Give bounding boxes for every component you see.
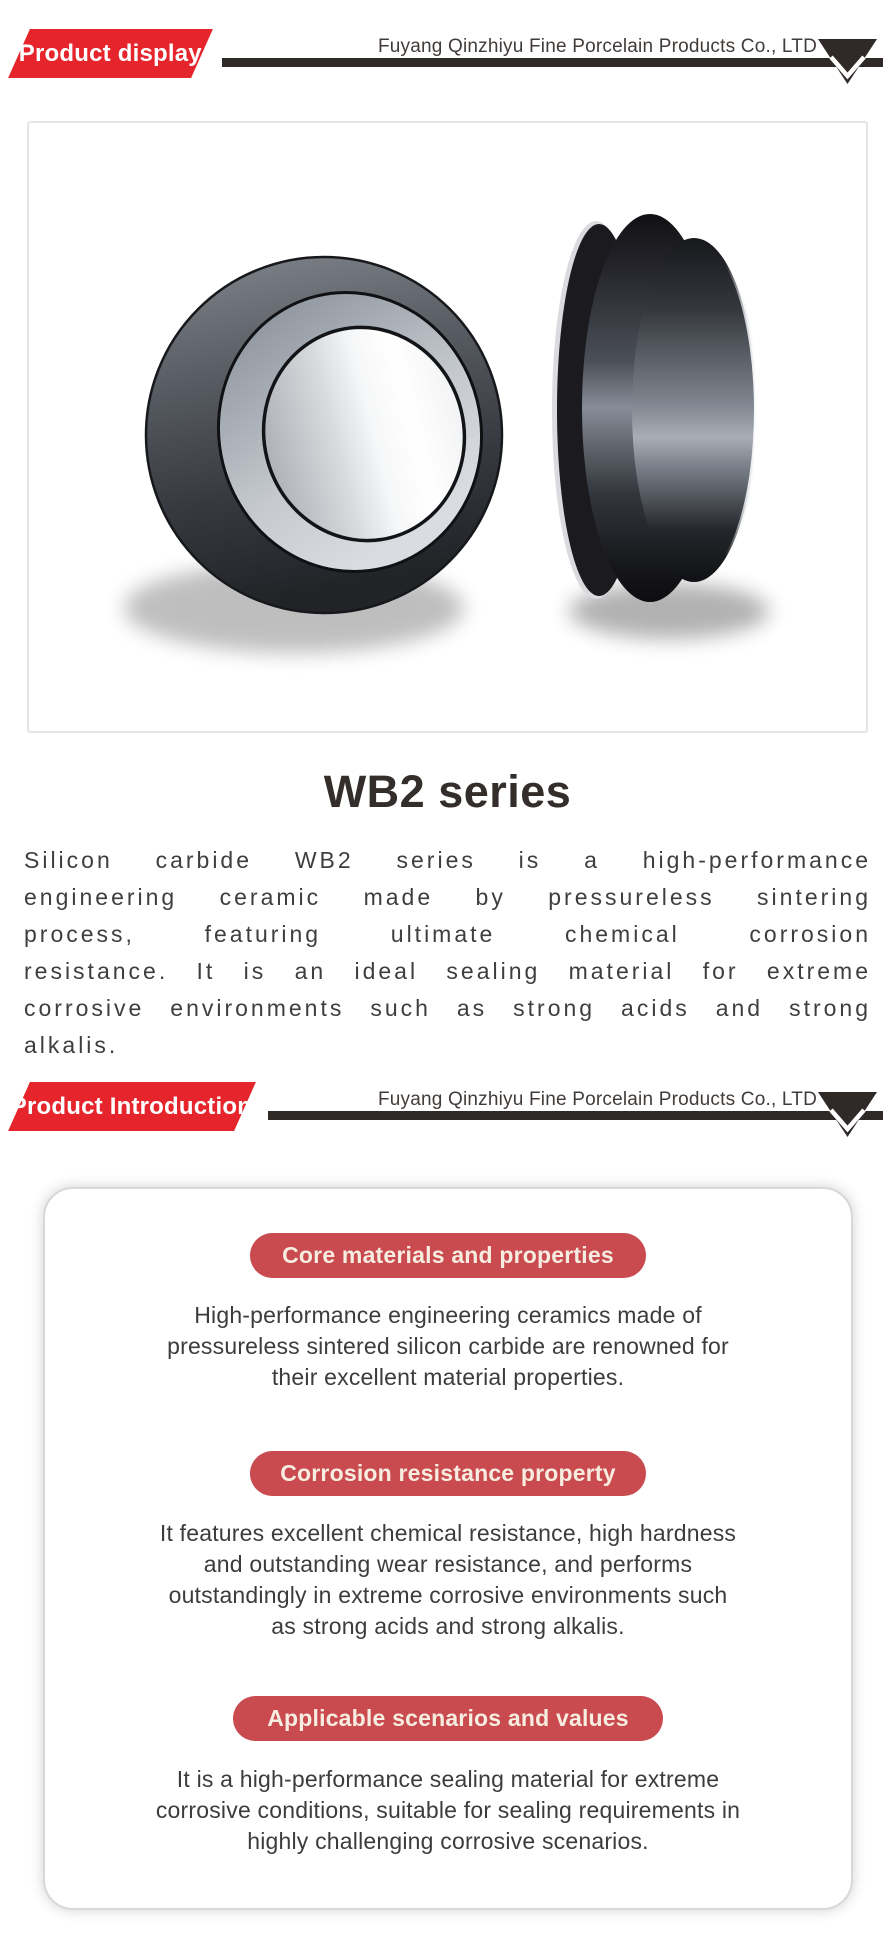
paragraph-line: It is a high-performance sealing material for extreme [176,1766,720,1792]
page-title: WB2 series [323,766,572,817]
description-line: engineering ceramic made by pressureless sintering [24,884,871,910]
section-heading-corrosion-resistance [250,1451,646,1496]
product-description [24,842,871,1064]
ribbon-arrow-icon [818,39,877,85]
product-introduction-card [43,1187,853,1910]
divider-bar [222,58,883,67]
paragraph-line: High-performance engineering ceramics made of [194,1302,702,1328]
divider-bar [268,1111,883,1120]
product-introduction-ribbon [8,1082,256,1131]
right-seal-ring [552,214,756,602]
company-name: Fuyang Qinzhiyu Fine Porcelain Products Co., LTD [377,1089,817,1110]
product-introduction-header [0,1053,895,1153]
product-display-header [0,0,895,100]
description-line: resistance. It is an ideal sealing material for extreme [24,958,871,984]
section-paragraph-core-materials [78,1300,818,1393]
ribbon-label: Product Introduction [11,1092,253,1120]
ribbon-label: Product display [18,39,203,67]
company-name: Fuyang Qinzhiyu Fine Porcelain Products Co., LTD [377,36,817,57]
paragraph-line: highly challenging corrosive scenarios. [247,1828,649,1854]
seal-rings-image [29,123,866,731]
paragraph-line: their excellent material properties. [271,1364,625,1390]
paragraph-line: outstandingly in extreme corrosive environments such [168,1582,728,1608]
ribbon-arrow-icon [818,1092,877,1138]
left-seal-ring [146,257,511,613]
description-line: Silicon carbide WB2 series is a high-performance [24,847,871,873]
paragraph-line: and outstanding wear resistance, and performs [203,1551,693,1577]
section-paragraph-applicable-scenarios [78,1764,818,1857]
paragraph-line: It features excellent chemical resistance, high hardness [159,1520,737,1546]
paragraph-line: as strong acids and strong alkalis. [271,1613,625,1639]
section-heading-label: Applicable scenarios and values [267,1705,629,1731]
description-line: process, featuring ultimate chemical corrosion [24,921,871,947]
section-paragraph-corrosion-resistance [78,1518,818,1642]
section-heading-label: Corrosion resistance property [280,1460,616,1486]
section-heading-core-materials [250,1233,646,1278]
description-line: alkalis. [24,1032,119,1058]
paragraph-line: pressureless sintered silicon carbide are renowned for [167,1333,729,1359]
section-heading-applicable-scenarios [233,1696,663,1741]
description-line: corrosive environments such as strong acids and strong [24,995,871,1021]
product-display-ribbon [8,29,213,78]
paragraph-line: corrosive conditions, suitable for sealing requirements in [155,1797,741,1823]
section-heading-label: Core materials and properties [282,1242,614,1268]
product-photo [27,121,868,733]
